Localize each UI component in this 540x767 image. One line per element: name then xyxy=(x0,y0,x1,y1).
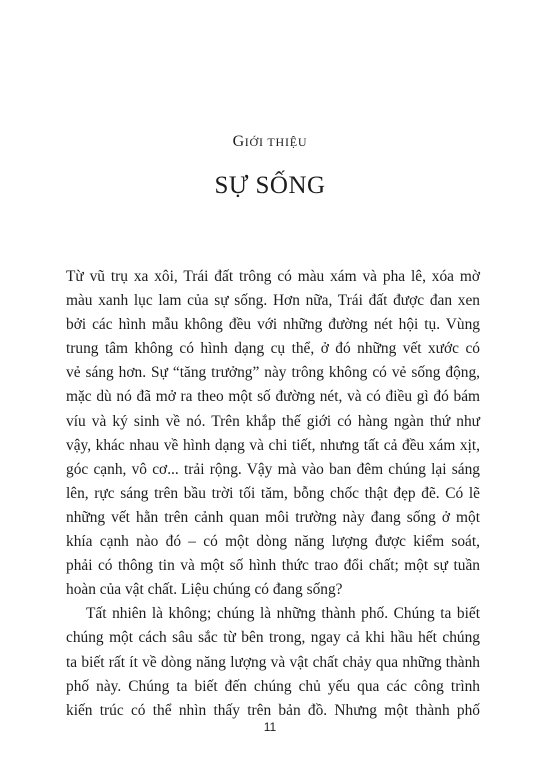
text-line: Tất nhiên là không; chúng là những thành phố. Chúng ta biết xyxy=(86,605,480,623)
paragraph xyxy=(66,265,480,602)
kicker-rest: IỚI THIỆU xyxy=(244,135,308,149)
text-line: mặc dù nó đã mở ra theo một số đường nét, và có điều gì đó bám xyxy=(66,388,480,406)
text-line: trung tâm không có hình dạng cụ thể, ở đó những vết xước có xyxy=(66,340,480,358)
page-number: 11 xyxy=(263,720,277,734)
text-line: ta biết rất ít về dòng năng lượng và vật chất chảy qua những thành xyxy=(66,653,480,671)
text-line: chúng một cách sâu sắc từ bên trong, ngay cả khi hầu hết chúng xyxy=(66,629,480,647)
text-line: phố này. Chúng ta biết đến chúng chủ yếu qua các công trình xyxy=(66,677,480,695)
text-line: phải có thông tin và một số hình thức trao đổi chất; một sự tuần xyxy=(66,557,480,575)
text-line: kiến trúc có thể nhìn thấy trên bản đồ. Nhưng một thành phố xyxy=(66,701,480,719)
text-line: màu xanh lục lam của sự sống. Hơn nữa, Trái đất được đan xen xyxy=(66,292,480,310)
kicker-initial: G xyxy=(232,133,245,150)
text-line: khía cạnh nào đó – có một dòng năng lượng được kiểm soát, xyxy=(66,533,480,551)
text-line: lên, rực sáng trên bầu trời tối tăm, bỗng chốc thật đẹp đẽ. Có lẽ xyxy=(66,484,480,502)
text-line: víu và ký sinh về nó. Trên khắp thế giới có hàng ngàn thứ như xyxy=(66,412,480,430)
body-text xyxy=(66,265,480,723)
text-line: hoàn của vật chất. Liệu chúng có đang sống? xyxy=(66,581,343,599)
chapter-title: SỰ SỐNG xyxy=(214,172,326,199)
chapter-kicker xyxy=(0,133,540,151)
paragraph xyxy=(66,602,480,722)
text-line: vẻ sáng hơn. Sự “tăng trưởng” này trông không có vẻ sống động, xyxy=(66,364,480,382)
text-line: vậy, khác nhau về hình dạng và chi tiết, nhưng tất cả đều xám xịt, xyxy=(66,436,480,454)
text-line: Từ vũ trụ xa xôi, Trái đất trông có màu xám và pha lê, xóa mờ xyxy=(66,268,480,285)
text-line: bởi các hình mẫu không đều với những đường nét hội tụ. Vùng xyxy=(66,316,480,334)
text-line: những vết hằn trên cảnh quan môi trường này đang sống ở một xyxy=(66,508,480,526)
text-line: góc cạnh, vô cơ... trải rộng. Vậy mà vào ban đêm chúng lại sáng xyxy=(66,460,480,478)
